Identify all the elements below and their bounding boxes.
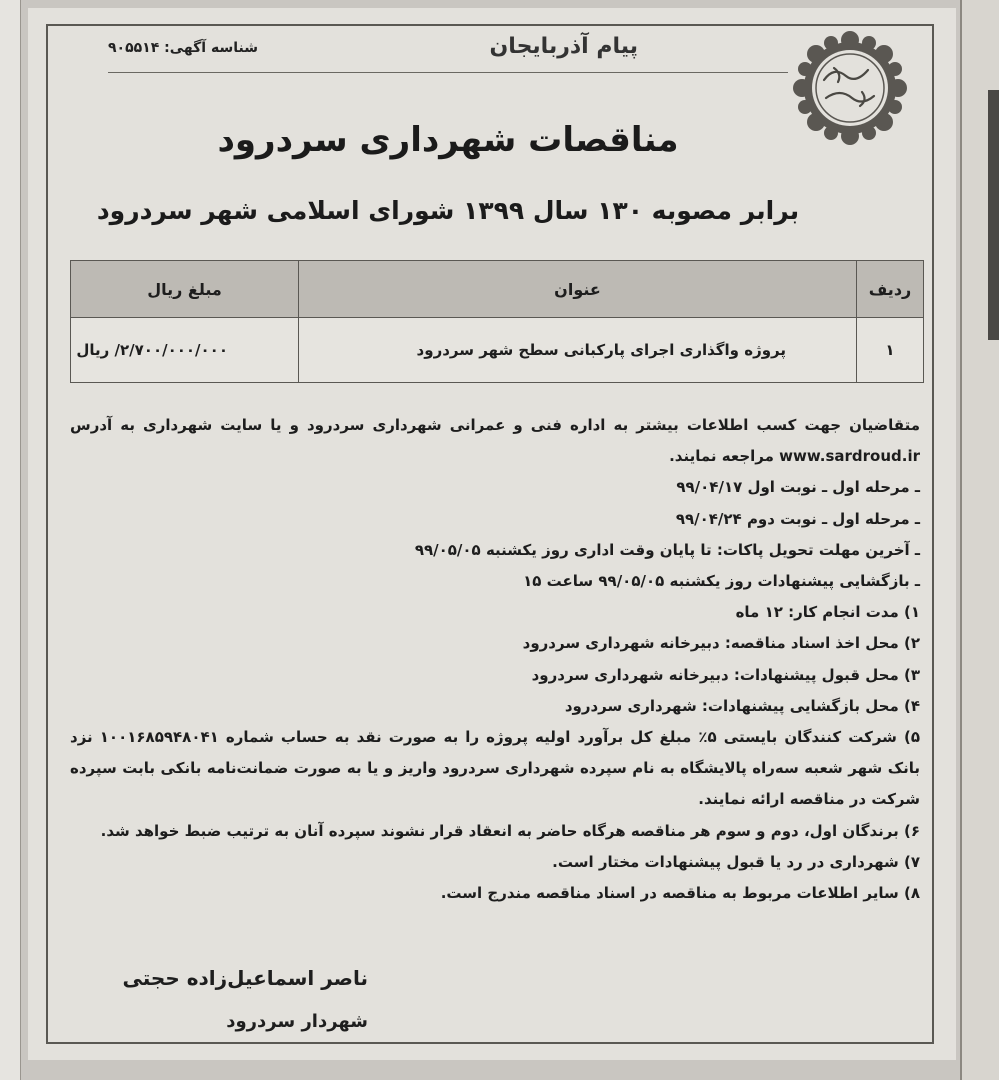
list-item: ۶) برندگان اول، دوم و سوم هر مناقصه هرگاه حاضر به انعقاد قرار نشوند سپرده آنان به ترتیب ضبط خواهد شد. <box>100 821 920 840</box>
ad-id <box>108 40 258 56</box>
list-item: ۸) سایر اطلاعات مربوط به مناقصه در اسناد مناقصه مندرج است. <box>440 884 920 903</box>
intro-paragraph: متقاضیان جهت کسب اطلاعات بیشتر به اداره فنی و عمرانی شهرداری سردرود و یا سایت شهرداری به آدرس www.sardroud.ir مراجعه نمایند. <box>70 416 920 466</box>
list-item: ـ آخرین مهلت تحویل پاکات: تا پایان وقت اداری روز یکشنبه ۹۹/۰۵/۰۵ <box>414 540 920 559</box>
header-divider <box>108 72 788 73</box>
cell-row-number: ۱ <box>857 318 924 383</box>
header-title: عنوان <box>299 261 857 318</box>
header-row-number: ردیف <box>857 261 924 318</box>
municipality-logo-icon <box>790 28 910 148</box>
signature-block <box>68 956 368 1044</box>
list-item: ۴) محل بازگشایی پیشنهادات: شهرداری سردرود <box>564 696 920 715</box>
list-item: ۷) شهرداری در رد یا قبول پیشنهادات مختار است. <box>552 852 920 871</box>
cell-title: پروژه واگذاری اجرای پارکبانی سطح شهر سردرود <box>299 318 857 383</box>
list-item: ـ مرحله اول ـ نوبت اول ۹۹/۰۴/۱۷ <box>676 478 920 497</box>
ad-id-value: ۹۰۵۵۱۴ <box>108 40 160 56</box>
signatory-role: شهردار سردرود <box>226 1011 368 1032</box>
list-item: ۳) محل قبول پیشنهادات: دبیرخانه شهرداری سردرود <box>531 665 920 684</box>
list-item: ـ بازگشایی پیشنهادات روز یکشنبه ۹۹/۰۵/۰۵ ساعت ۱۵ <box>523 572 920 591</box>
table-header-row <box>71 261 924 318</box>
tender-table <box>70 260 924 383</box>
list-item: ۵) شرکت کنندگان بایستی ۵٪ مبلغ کل برآورد اولیه پروژه را به صورت نقد به حساب شماره ۱۰۰۱۶۸۵۹۴۸۰۴۱ نزد بانک شهر شعبه سه‌راه پالایشگاه به نام سپرده شهرداری سردرود واریز و یا به صورت ضمانت‌نامه بانکی بابت سپرده شرکت در مناقصه ارائه نمایند. <box>70 728 920 809</box>
list-item: ـ مرحله اول ـ نوبت دوم ۹۹/۰۴/۲۴ <box>675 509 920 528</box>
ad-body <box>70 410 920 909</box>
newspaper-name: پیام آذربایجان <box>489 34 638 59</box>
adjacent-page-right <box>960 0 999 1080</box>
header-amount: مبلغ ریال <box>71 261 299 318</box>
adjacent-page-left <box>0 0 21 1080</box>
signatory-name: ناصر اسماعیل‌زاده حجتی <box>122 966 368 990</box>
ad-id-label: شناسه آگهی: <box>164 40 258 56</box>
list-item: ۲) محل اخذ اسناد مناقصه: دبیرخانه شهرداری سردرود <box>522 634 920 653</box>
ad-header <box>108 34 788 74</box>
ad-subtitle: برابر مصوبه ۱۳۰ سال ۱۳۹۹ شورای اسلامی شهر سردرود <box>96 196 800 225</box>
table-row <box>71 318 924 383</box>
advertisement-page <box>28 8 956 1060</box>
ad-title: مناقصات شهرداری سردرود <box>217 120 679 160</box>
cell-amount: ۲/۷۰۰/۰۰۰/۰۰۰/ ریال <box>71 318 299 383</box>
list-item: ۱) مدت انجام کار: ۱۲ ماه <box>735 603 920 622</box>
